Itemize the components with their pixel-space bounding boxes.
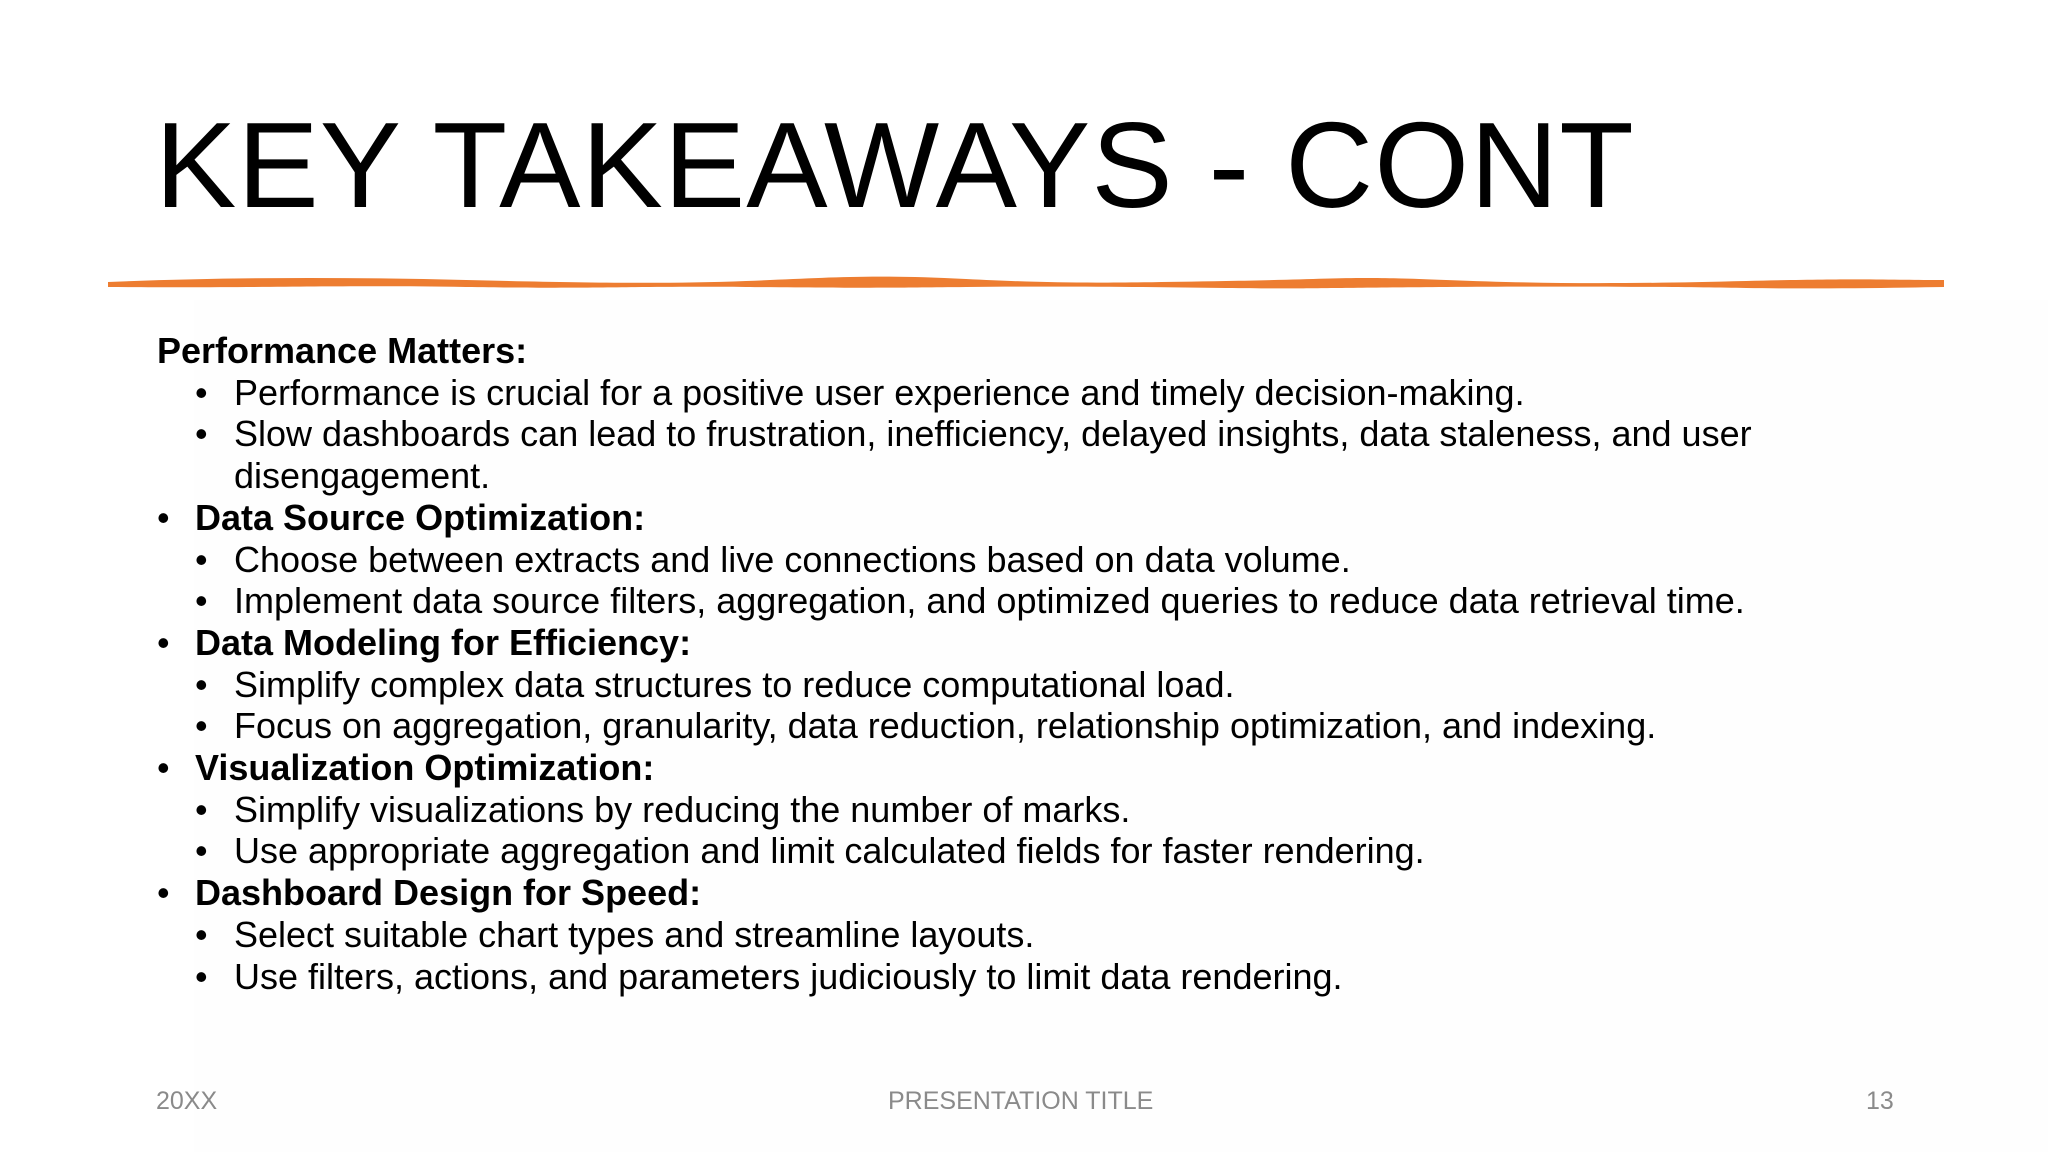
title-underline [106,268,1946,298]
section-heading-data-source [157,497,1897,539]
list-item [157,580,1897,622]
section-heading-text: Dashboard Design for Speed: [195,872,702,914]
bullet-glyph: • [157,747,170,789]
bullet-glyph: • [195,913,208,955]
section-heading-text: Data Modeling for Efficiency: [195,621,692,663]
list-item [157,789,1897,831]
section-heading-data-modeling [157,622,1897,664]
bullet-glyph: • [195,705,208,747]
bullet-glyph: • [195,663,208,705]
bullet-glyph: • [157,872,170,914]
bullet-glyph: • [195,788,208,830]
list-item-text: Performance is crucial for a positive user experience and timely decision-making. [234,371,1525,413]
list-item [157,914,1897,956]
takeaways-list [157,330,1897,997]
bullet-glyph: • [195,955,208,997]
slide-title: KEY TAKEAWAYS - CONT [155,97,1635,233]
list-item-text: Simplify complex data structures to reduce computational load. [234,663,1235,705]
list-item [157,956,1897,998]
bullet-glyph: • [195,580,208,622]
list-item-text: Use appropriate aggregation and limit calculated fields for faster rendering. [234,830,1425,872]
section-heading-dashboard-design [157,872,1897,914]
list-item-text: Use filters, actions, and parameters judiciously to limit data rendering. [234,955,1343,997]
list-item-text: Choose between extracts and live connections based on data volume. [234,538,1351,580]
list-item-text: Simplify visualizations by reducing the number of marks. [234,788,1131,830]
footer-page-number: 13 [1866,1087,1894,1115]
list-item [157,705,1897,747]
list-item-text: Focus on aggregation, granularity, data reduction, relationship optimization, and indexing. [234,705,1657,747]
list-item [157,830,1897,872]
bullet-glyph: • [195,538,208,580]
bullet-glyph: • [195,830,208,872]
list-item [157,372,1897,414]
bullet-glyph: • [195,371,208,413]
section-heading-performance [157,330,1897,372]
list-item-text: Slow dashboards can lead to frustration, inefficiency, delayed insights, data staleness, and user disengagement. [234,413,1752,497]
bullet-glyph: • [157,621,170,663]
footer-presentation-title: PRESENTATION TITLE [888,1087,1154,1115]
list-item [157,664,1897,706]
section-heading-text: Visualization Optimization: [195,747,655,789]
section-heading-text: Data Source Optimization: [195,496,646,538]
section-heading-text: Performance Matters: [157,330,528,371]
list-item [157,413,1897,496]
section-heading-visualization [157,747,1897,789]
bullet-glyph: • [157,496,170,538]
list-item-text: Select suitable chart types and streamline layouts. [234,913,1035,955]
footer-year: 20XX [156,1087,218,1115]
list-item [157,539,1897,581]
list-item-text: Implement data source filters, aggregation, and optimized queries to reduce data retrieval time. [234,580,1745,622]
bullet-glyph: • [195,413,208,455]
